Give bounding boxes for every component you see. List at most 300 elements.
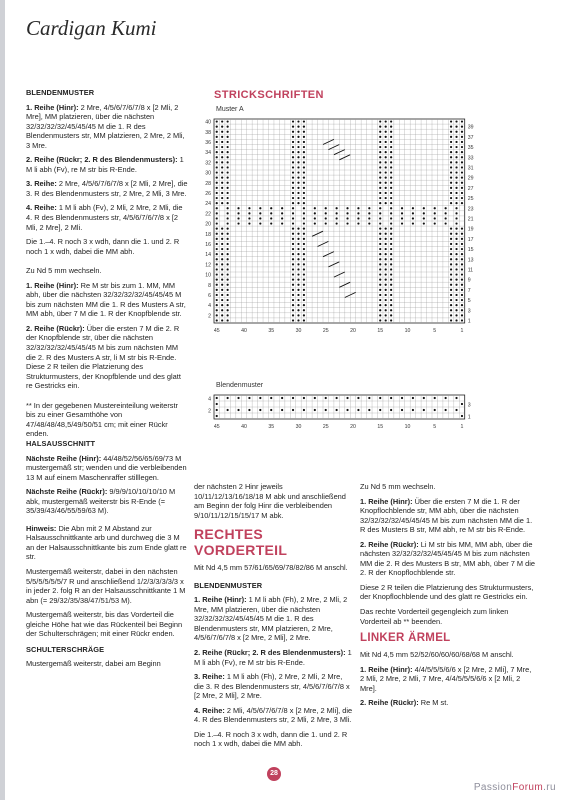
purl-dot xyxy=(455,187,457,189)
purl-dot xyxy=(461,192,463,194)
purl-dot xyxy=(379,397,381,399)
needle-switch: Zu Nd 5 mm wechseln. xyxy=(26,266,102,276)
purl-dot xyxy=(455,146,457,148)
purl-dot xyxy=(379,120,381,122)
purl-dot xyxy=(297,166,299,168)
purl-dot xyxy=(450,294,452,296)
purl-dot xyxy=(292,268,294,270)
purl-dot xyxy=(227,248,229,250)
purl-dot xyxy=(303,304,305,306)
purl-dot xyxy=(401,409,403,411)
purl-dot xyxy=(379,233,381,235)
purl-dot xyxy=(216,207,218,209)
instruction-paragraph xyxy=(26,610,189,639)
purl-dot xyxy=(216,299,218,301)
purl-dot xyxy=(461,166,463,168)
purl-dot xyxy=(303,253,305,255)
purl-dot xyxy=(336,212,338,214)
section-heading: BLENDENMUSTER xyxy=(194,580,263,590)
purl-dot xyxy=(461,126,463,128)
purl-dot xyxy=(379,228,381,230)
purl-dot xyxy=(297,126,299,128)
purl-dot xyxy=(221,146,223,148)
purl-dot xyxy=(216,222,218,224)
instruction-lead: 2. Reihe (Rückr): xyxy=(26,323,85,333)
purl-dot xyxy=(292,248,294,250)
purl-dot xyxy=(379,141,381,143)
purl-dot xyxy=(455,258,457,260)
purl-dot xyxy=(292,309,294,311)
muster-a-label: Muster A xyxy=(216,106,244,113)
purl-dot xyxy=(297,141,299,143)
purl-dot xyxy=(445,409,447,411)
purl-dot xyxy=(303,222,305,224)
purl-dot xyxy=(259,409,261,411)
purl-dot xyxy=(270,217,272,219)
purl-dot xyxy=(385,131,387,133)
purl-dot xyxy=(401,217,403,219)
purl-dot xyxy=(390,126,392,128)
purl-dot xyxy=(450,243,452,245)
purl-dot xyxy=(390,171,392,173)
row-label-right: 5 xyxy=(467,298,471,305)
instruction-lead: 1. Reihe (Hinr): xyxy=(26,102,79,112)
instruction-paragraph xyxy=(26,281,188,319)
purl-dot xyxy=(450,299,452,301)
purl-dot xyxy=(297,289,299,291)
purl-dot xyxy=(303,238,305,240)
purl-dot xyxy=(385,166,387,168)
purl-dot xyxy=(368,212,370,214)
purl-dot xyxy=(303,233,305,235)
purl-dot xyxy=(216,182,218,184)
purl-dot xyxy=(270,409,272,411)
instruction-lead: 1. Reihe (Hinr): xyxy=(26,280,79,290)
purl-dot xyxy=(221,248,223,250)
purl-dot xyxy=(216,309,218,311)
purl-dot xyxy=(325,217,327,219)
instruction-paragraph xyxy=(26,203,188,232)
purl-dot xyxy=(450,187,452,189)
col-label: 20 xyxy=(350,328,356,334)
purl-dot xyxy=(379,238,381,240)
instruction-lead: 4. Reihe: xyxy=(194,705,225,715)
purl-dot xyxy=(461,131,463,133)
purl-dot xyxy=(292,263,294,265)
purl-dot xyxy=(336,217,338,219)
purl-dot xyxy=(379,314,381,316)
purl-dot xyxy=(385,161,387,163)
purl-dot xyxy=(221,314,223,316)
purl-dot xyxy=(221,177,223,179)
purl-dot xyxy=(461,228,463,230)
purl-dot xyxy=(450,120,452,122)
purl-dot xyxy=(445,222,447,224)
purl-dot xyxy=(216,131,218,133)
purl-dot xyxy=(325,222,327,224)
purl-dot xyxy=(455,294,457,296)
purl-dot xyxy=(379,182,381,184)
purl-dot xyxy=(227,258,229,260)
purl-dot xyxy=(461,294,463,296)
watermark-part: Forum xyxy=(512,782,544,793)
purl-dot xyxy=(227,243,229,245)
row-label-left: 18 xyxy=(205,231,211,238)
purl-dot xyxy=(434,409,436,411)
purl-dot xyxy=(385,304,387,306)
purl-dot xyxy=(227,131,229,133)
purl-dot xyxy=(216,248,218,250)
instruction-paragraph xyxy=(26,237,188,256)
row-label-left: 2 xyxy=(208,313,211,320)
purl-dot xyxy=(292,120,294,122)
row-label-right: 31 xyxy=(467,165,474,172)
purl-dot xyxy=(390,161,392,163)
purl-dot xyxy=(379,253,381,255)
blend-instructions-right xyxy=(194,595,354,749)
purl-dot xyxy=(297,156,299,158)
purl-dot xyxy=(357,212,359,214)
purl-dot xyxy=(297,309,299,311)
purl-dot xyxy=(379,151,381,153)
purl-dot xyxy=(270,212,272,214)
purl-dot xyxy=(455,207,457,209)
purl-dot xyxy=(237,217,239,219)
purl-dot xyxy=(281,217,283,219)
purl-dot xyxy=(390,151,392,153)
row-label-right: 17 xyxy=(467,236,474,243)
purl-dot xyxy=(390,141,392,143)
purl-dot xyxy=(379,294,381,296)
row-label-right: 7 xyxy=(467,287,471,294)
instruction-lead: 4. Reihe: xyxy=(26,203,57,213)
purl-dot xyxy=(423,217,425,219)
purl-dot xyxy=(221,284,223,286)
purl-dot xyxy=(385,136,387,138)
purl-dot xyxy=(455,304,457,306)
row-label-right: 11 xyxy=(467,267,474,274)
purl-dot xyxy=(450,126,452,128)
purl-dot xyxy=(346,212,348,214)
purl-dot xyxy=(390,197,392,199)
purl-dot xyxy=(390,319,392,321)
purl-dot xyxy=(281,212,283,214)
purl-dot xyxy=(303,263,305,265)
instruction-text: Die 1.–4. R noch 3 x wdh, dann die 1. und 2. R noch 1 x wdh, dabei die MM abh. xyxy=(194,729,348,749)
purl-dot xyxy=(297,263,299,265)
row-label-right: 15 xyxy=(467,247,474,254)
purl-dot xyxy=(216,233,218,235)
purl-dot xyxy=(221,171,223,173)
purl-dot xyxy=(281,222,283,224)
purl-dot xyxy=(221,299,223,301)
purl-dot xyxy=(455,171,457,173)
purl-dot xyxy=(390,273,392,275)
purl-dot xyxy=(221,243,223,245)
purl-dot xyxy=(259,212,261,214)
purl-dot xyxy=(455,289,457,291)
purl-dot xyxy=(221,120,223,122)
purl-dot xyxy=(357,409,359,411)
purl-dot xyxy=(461,289,463,291)
instruction-text: Die 1.–4. R noch 3 x wdh, dann die 1. und 2. R noch 1 x wdh, dabei die MM abh. xyxy=(26,237,180,256)
purl-dot xyxy=(379,263,381,265)
row-label-right: 3 xyxy=(467,402,471,409)
purl-dot xyxy=(297,253,299,255)
purl-dot xyxy=(292,233,294,235)
purl-dot xyxy=(455,202,457,204)
purl-dot xyxy=(221,289,223,291)
purl-dot xyxy=(221,228,223,230)
instruction-paragraph xyxy=(360,540,536,578)
row-label-right: 35 xyxy=(467,145,474,152)
purl-dot xyxy=(297,136,299,138)
purl-dot xyxy=(412,212,414,214)
purl-dot xyxy=(455,319,457,321)
purl-dot xyxy=(450,151,452,153)
purl-dot xyxy=(221,294,223,296)
instruction-paragraph xyxy=(26,155,188,174)
purl-dot xyxy=(423,397,425,399)
purl-dot xyxy=(379,299,381,301)
purl-dot xyxy=(385,294,387,296)
purl-dot xyxy=(303,131,305,133)
instruction-paragraph xyxy=(26,179,188,198)
purl-dot xyxy=(455,299,457,301)
purl-dot xyxy=(292,279,294,281)
purl-dot xyxy=(216,217,218,219)
purl-dot xyxy=(216,289,218,291)
purl-dot xyxy=(412,222,414,224)
instruction-paragraph xyxy=(194,706,354,725)
chart-heading: STRICKSCHRIFTEN xyxy=(214,89,324,101)
purl-dot xyxy=(445,212,447,214)
purl-dot xyxy=(227,222,229,224)
purl-dot xyxy=(297,187,299,189)
purl-dot xyxy=(455,309,457,311)
hinweis-instructions xyxy=(26,524,189,639)
purl-dot xyxy=(216,279,218,281)
purl-dot xyxy=(455,409,457,411)
purl-dot xyxy=(248,397,250,399)
purl-dot xyxy=(450,284,452,286)
purl-dot xyxy=(281,207,283,209)
purl-dot xyxy=(221,187,223,189)
row-label-right: 9 xyxy=(467,277,471,284)
blend-grid xyxy=(208,395,471,430)
purl-dot xyxy=(461,314,463,316)
purl-dot xyxy=(445,207,447,209)
purl-dot xyxy=(292,409,294,411)
purl-dot xyxy=(434,212,436,214)
purl-dot xyxy=(216,409,218,411)
col-label: 45 xyxy=(213,328,220,334)
purl-dot xyxy=(292,258,294,260)
purl-dot xyxy=(461,202,463,204)
purl-dot xyxy=(303,212,305,214)
instruction-lead: 1. Reihe (Hinr): xyxy=(360,664,413,674)
purl-dot xyxy=(216,314,218,316)
row-label-right: 25 xyxy=(467,196,474,203)
purl-dot xyxy=(292,187,294,189)
purl-dot xyxy=(455,238,457,240)
instruction-paragraph xyxy=(360,583,536,602)
purl-dot xyxy=(450,228,452,230)
purl-dot xyxy=(461,273,463,275)
col-label: 30 xyxy=(295,328,302,334)
purl-dot xyxy=(303,182,305,184)
purl-dot xyxy=(461,263,463,265)
purl-dot xyxy=(434,222,436,224)
purl-dot xyxy=(221,192,223,194)
purl-dot xyxy=(221,268,223,270)
instruction-paragraph xyxy=(26,324,188,391)
instruction-text: 2 Mre, 4/5/6/7/6/7/8 x [2 Mli, 2 Mre], MM platzieren, über die nächsten 32/32/32/32/45/45/45 M die 1. R des Blendenmusters str, MM platzieren, 2 Mre, 2 Mli, 3 Mre. xyxy=(26,102,185,150)
purl-dot xyxy=(445,397,447,399)
purl-dot xyxy=(385,202,387,204)
purl-dot xyxy=(227,268,229,270)
purl-dot xyxy=(227,228,229,230)
purl-dot xyxy=(379,156,381,158)
row-label-right: 23 xyxy=(467,206,474,213)
purl-dot xyxy=(292,238,294,240)
purl-dot xyxy=(434,217,436,219)
purl-dot xyxy=(445,217,447,219)
col-label: 25 xyxy=(322,328,329,334)
col-label: 35 xyxy=(268,424,275,430)
purl-dot xyxy=(221,166,223,168)
purl-dot xyxy=(227,284,229,286)
purl-dot xyxy=(368,222,370,224)
purl-dot xyxy=(336,397,338,399)
purl-dot xyxy=(227,319,229,321)
purl-dot xyxy=(292,192,294,194)
purl-dot xyxy=(357,397,359,399)
purl-dot xyxy=(227,304,229,306)
section-heading-red: RECHTES VORDERTEIL xyxy=(194,526,288,559)
purl-dot xyxy=(303,156,305,158)
purl-dot xyxy=(379,217,381,219)
purl-dot xyxy=(390,212,392,214)
col-label: 25 xyxy=(322,424,329,430)
purl-dot xyxy=(270,207,272,209)
row-label-left: 14 xyxy=(205,252,211,259)
purl-dot xyxy=(237,212,239,214)
purl-dot xyxy=(221,279,223,281)
purl-dot xyxy=(297,314,299,316)
purl-dot xyxy=(216,415,218,417)
row-label-right: 29 xyxy=(467,175,474,182)
purl-dot xyxy=(227,192,229,194)
purl-dot xyxy=(292,319,294,321)
purl-dot xyxy=(216,177,218,179)
col-label: 45 xyxy=(213,424,220,430)
purl-dot xyxy=(227,166,229,168)
purl-dot xyxy=(385,243,387,245)
purl-dot xyxy=(390,202,392,204)
purl-dot xyxy=(385,197,387,199)
purl-dot xyxy=(455,212,457,214)
purl-dot xyxy=(216,187,218,189)
purl-dot xyxy=(390,146,392,148)
row-label-left: 30 xyxy=(205,170,211,177)
purl-dot xyxy=(379,131,381,133)
instruction-text: 44/48/52/56/65/69/73 M mustergemäß str; wenden und die verbleibenden 13 M auf einem Maschenraffer stilllegen. xyxy=(26,453,187,482)
purl-dot xyxy=(227,279,229,281)
row-label-left: 4 xyxy=(208,396,211,403)
purl-dot xyxy=(221,156,223,158)
purl-dot xyxy=(455,136,457,138)
purl-dot xyxy=(336,207,338,209)
purl-dot xyxy=(221,273,223,275)
purl-dot xyxy=(227,202,229,204)
purl-dot xyxy=(346,217,348,219)
purl-dot xyxy=(385,268,387,270)
purl-dot xyxy=(385,284,387,286)
instruction-paragraph xyxy=(26,487,189,516)
purl-dot xyxy=(297,120,299,122)
purl-dot xyxy=(461,268,463,270)
purl-dot xyxy=(314,397,316,399)
purl-dot xyxy=(303,171,305,173)
purl-dot xyxy=(461,187,463,189)
purl-dot xyxy=(455,131,457,133)
purl-dot xyxy=(379,146,381,148)
purl-dot xyxy=(221,131,223,133)
purl-dot xyxy=(292,314,294,316)
purl-dot xyxy=(379,136,381,138)
purl-dot xyxy=(434,207,436,209)
purl-dot xyxy=(297,319,299,321)
instruction-paragraph xyxy=(26,103,188,151)
purl-dot xyxy=(390,187,392,189)
purl-dot xyxy=(227,212,229,214)
purl-dot xyxy=(455,248,457,250)
purl-dot xyxy=(461,253,463,255)
instruction-text: 1 M li abh (Fh), 2 Mre, 2 Mli, 2 Mre, MM platzieren, über die nächsten 32/32/32/32/45/45/45 M die 1. R des Blendenmusters str, MM platzieren, 2 Mre, 4/5/6/7/6/7/8 x [2 Mre, 2 Mli], 2 Mre. xyxy=(194,595,348,643)
purl-dot xyxy=(292,202,294,204)
purl-dot xyxy=(379,268,381,270)
col-label: 30 xyxy=(295,424,302,430)
purl-dot xyxy=(297,182,299,184)
purl-dot xyxy=(450,182,452,184)
purl-dot xyxy=(450,309,452,311)
purl-dot xyxy=(216,258,218,260)
purl-dot xyxy=(292,156,294,158)
purl-dot xyxy=(216,136,218,138)
row-label-left: 16 xyxy=(205,241,211,248)
purl-dot xyxy=(221,309,223,311)
purl-dot xyxy=(461,284,463,286)
purl-dot xyxy=(227,309,229,311)
purl-dot xyxy=(455,268,457,270)
purl-dot xyxy=(303,166,305,168)
needle-switch: Zu Nd 5 mm wechseln. xyxy=(360,482,436,491)
purl-dot xyxy=(346,397,348,399)
purl-dot xyxy=(292,182,294,184)
purl-dot xyxy=(385,279,387,281)
purl-dot xyxy=(314,212,316,214)
purl-dot xyxy=(292,141,294,143)
purl-dot xyxy=(461,319,463,321)
row-label-right: 39 xyxy=(467,124,474,131)
row-label-left: 38 xyxy=(205,129,211,136)
linker-text: Mit Nd 4,5 mm 52/52/60/60/60/68/68 M anschl. xyxy=(360,650,514,660)
purl-dot xyxy=(216,156,218,158)
row-label-left: 20 xyxy=(205,221,211,228)
purl-dot xyxy=(385,187,387,189)
purl-dot xyxy=(221,182,223,184)
